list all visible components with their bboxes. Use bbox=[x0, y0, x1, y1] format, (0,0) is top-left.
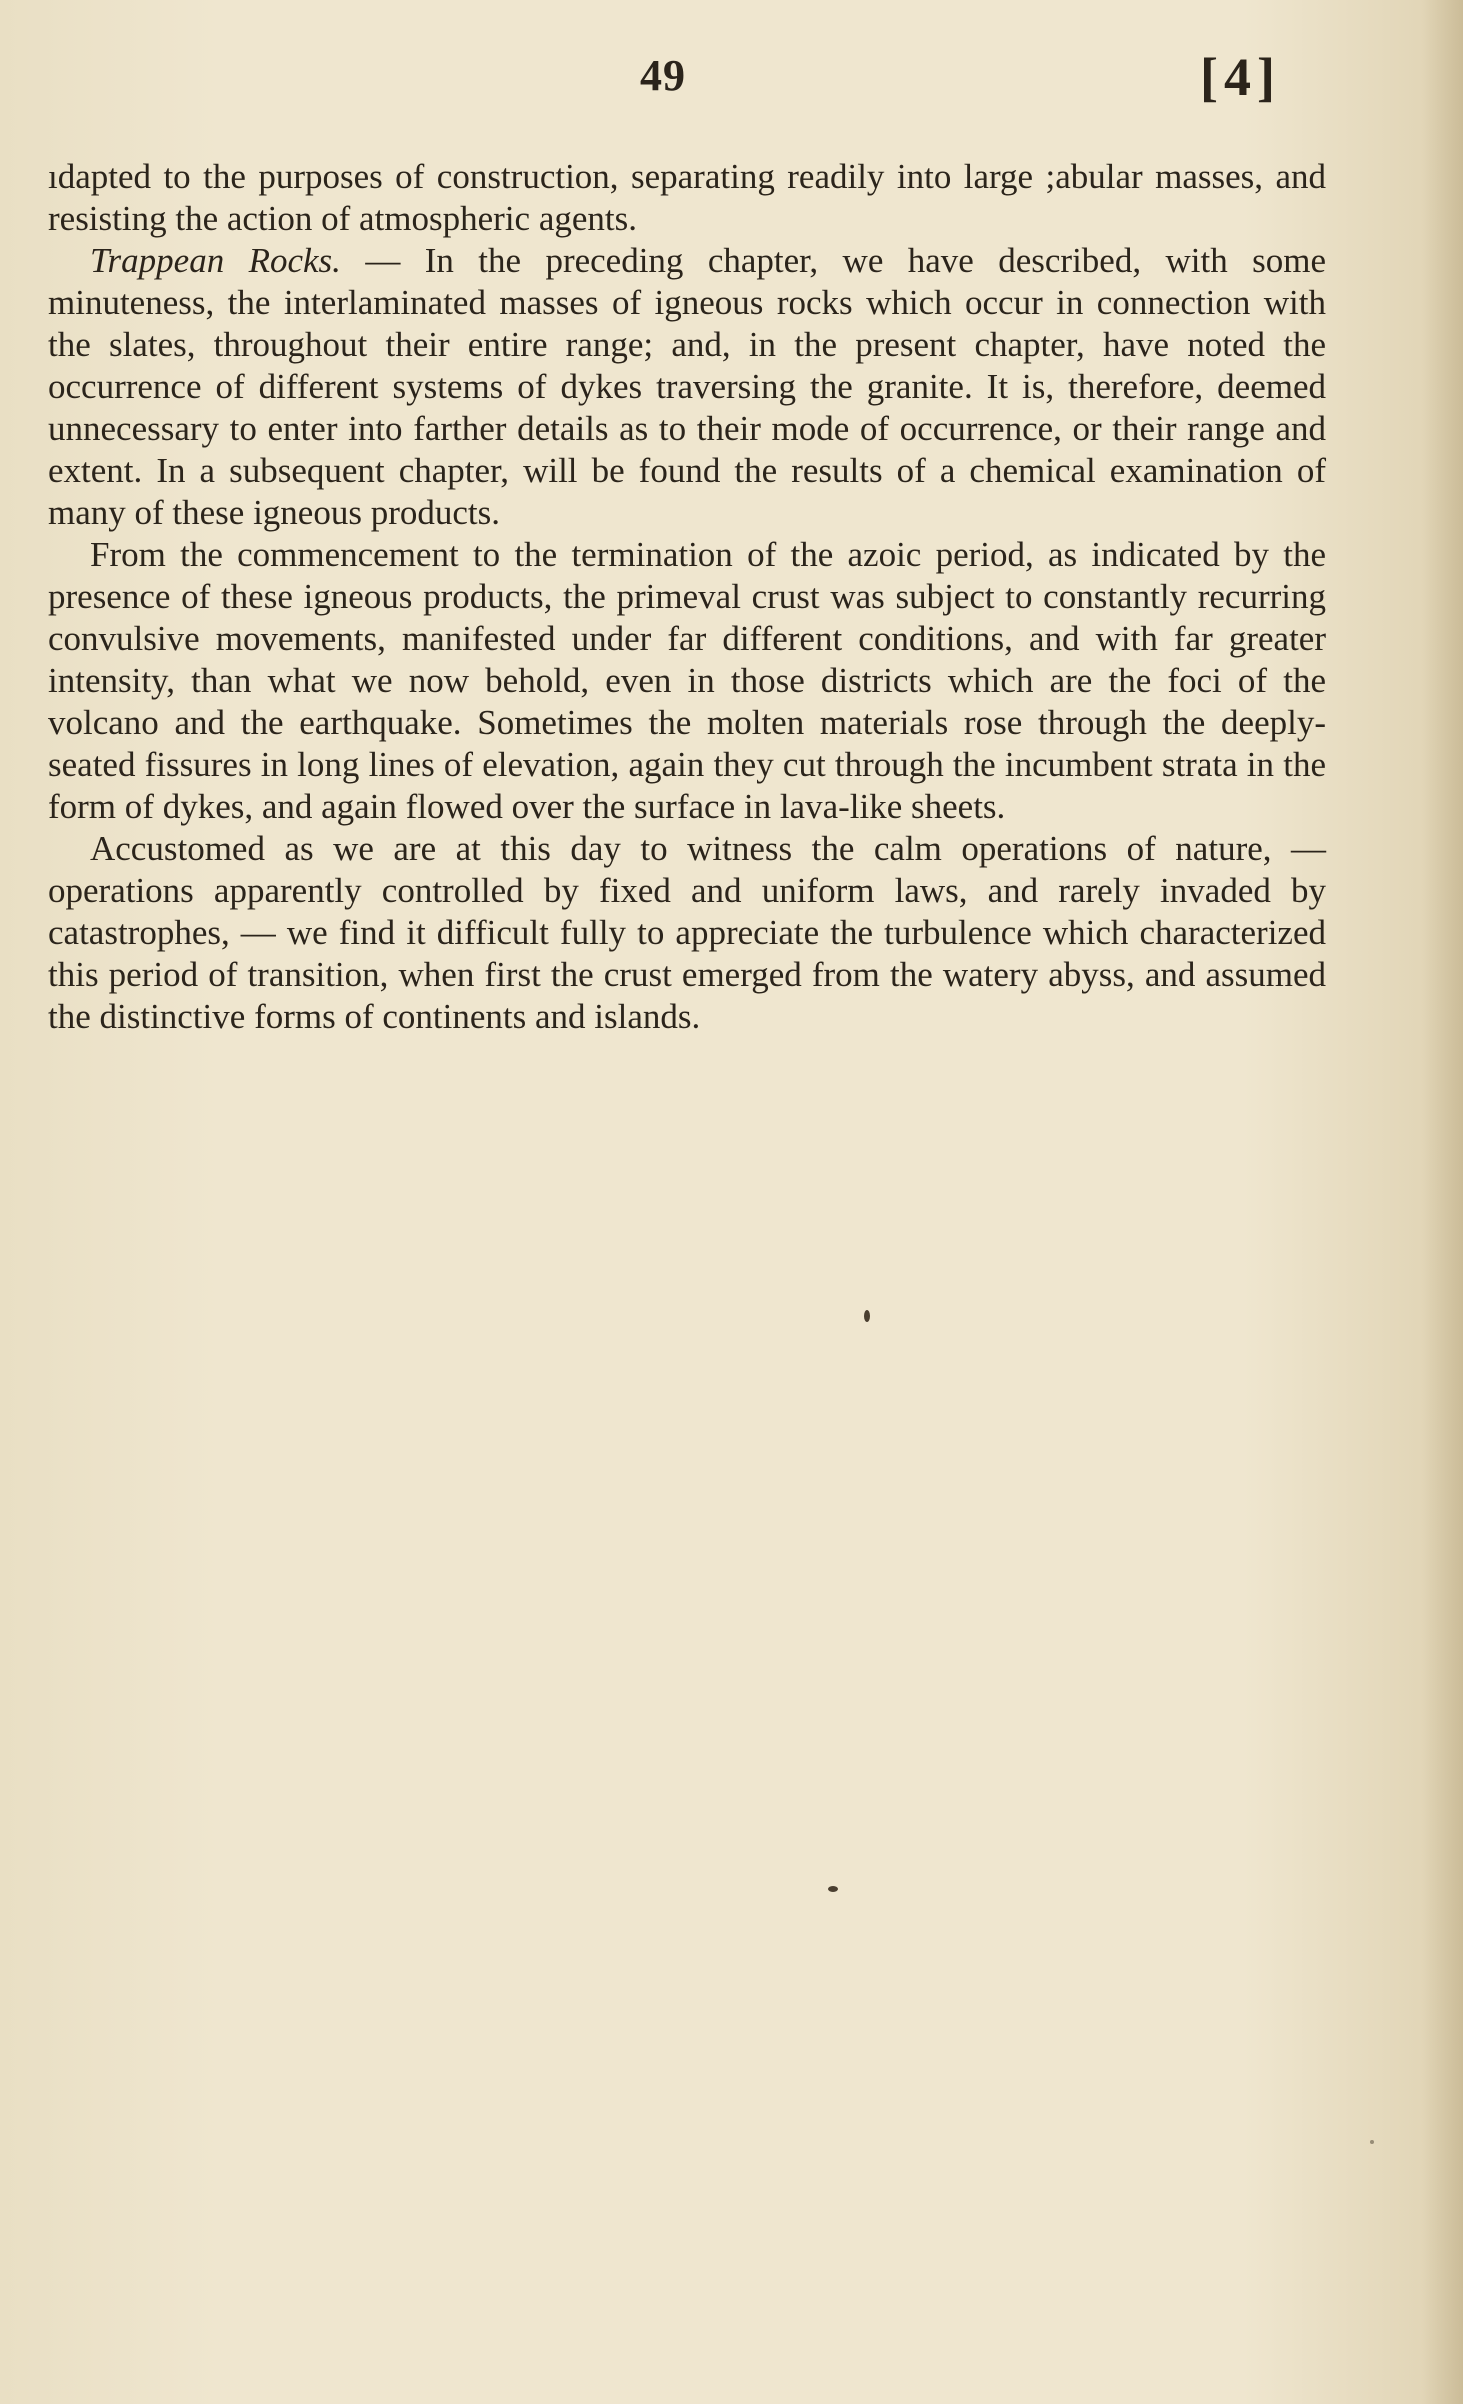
ink-speck bbox=[864, 1310, 870, 1322]
ink-speck bbox=[828, 1886, 838, 1892]
paragraph-2 bbox=[48, 240, 1326, 534]
section-heading-trappean-rocks: Trappean Rocks. bbox=[90, 241, 341, 280]
paragraph-3-text: From the commencement to the termination of the azoic period, as indicated by the presence of these igneous products, the primeval crust was subject to constantly recurring convulsive movements, manifested under far different conditions, and with far greater intensity, than what we now behold, even in those districts which are the foci of the volcano and the earthquake. Sometimes the molten materials rose through the deeply-seated fissures in long lines of elevation, again they cut through the incumbent strata in the form of dykes, and again flowed over the surface in lava-like sheets. bbox=[48, 535, 1326, 826]
page-edge-stain bbox=[1423, 0, 1463, 2404]
paragraph-2-text: — In the preceding chapter, we have described, with some minuteness, the interlaminated masses of igneous rocks which occur in connection with the slates, throughout their entire range; and, in the present chapter, have noted the occurrence of different systems of dykes traversing the granite. It is, therefore, deemed unnecessary to enter into farther details as to their mode of occurrence, or their range and extent. In a subsequent chapter, will be found the results of a chemical examination of many of these igneous products. bbox=[48, 241, 1326, 532]
paragraph-1 bbox=[48, 156, 1326, 240]
paragraph-1-text: ıdapted to the purposes of construction, separating readily into large ;abular masses, and resisting the action of atmospheric agents. bbox=[48, 157, 1326, 238]
page-number: 49 bbox=[640, 51, 686, 100]
paragraph-4-text: Accustomed as we are at this day to witness the calm operations of nature, — operations apparently controlled by fixed and uniform laws, and rarely invaded by catastrophes, — we find it difficult fully to appreciate the turbulence which characterized this period of transition, when first the crust emerged from the watery abyss, and assumed the distinctive forms of continents and islands. bbox=[48, 829, 1326, 1036]
ink-speck bbox=[1370, 2140, 1374, 2144]
paragraph-4 bbox=[48, 828, 1326, 1038]
signature-mark: [4] bbox=[1200, 47, 1281, 107]
body-text bbox=[48, 156, 1326, 1038]
paragraph-3 bbox=[48, 534, 1326, 828]
page-header bbox=[0, 40, 1463, 110]
